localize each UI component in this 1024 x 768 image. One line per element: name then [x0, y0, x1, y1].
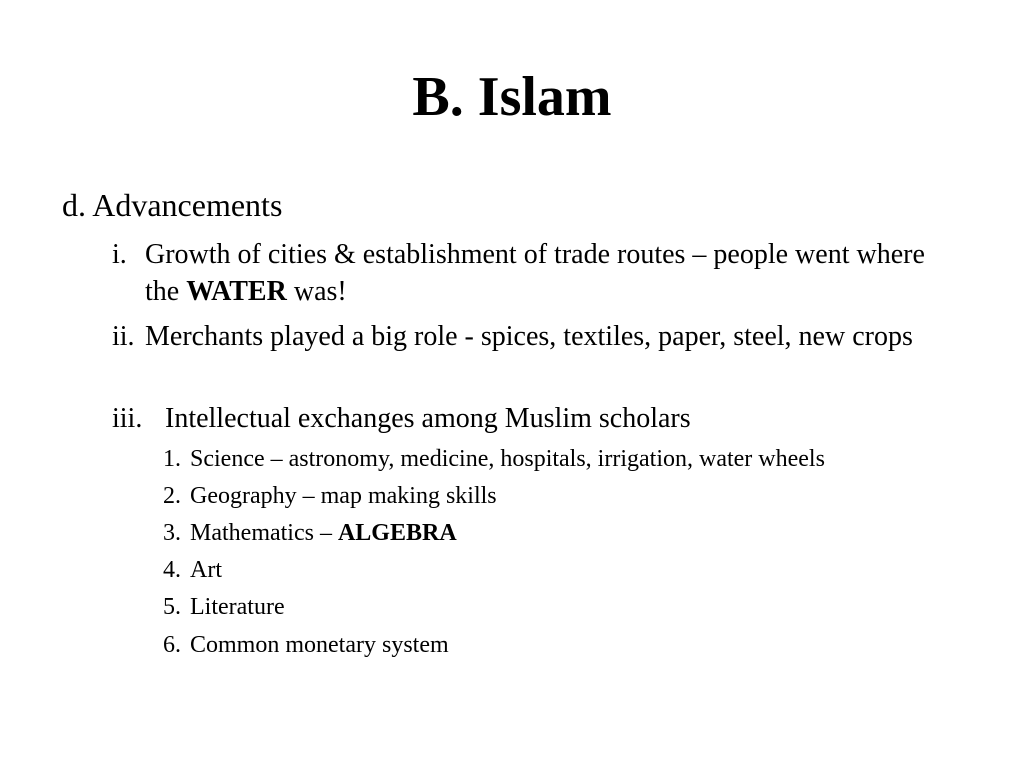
emphasis-algebra: ALGEBRA	[337, 520, 457, 546]
emphasis-water: WATER	[186, 276, 287, 307]
list-item-iii	[112, 400, 952, 437]
sub-list-marker: 1.	[163, 446, 181, 472]
list-item-text: Merchants played a big role - spices, textiles, paper, steel, new crops	[145, 321, 913, 352]
list-item-ii	[112, 318, 952, 355]
list-marker: ii.	[112, 321, 135, 352]
sub-list-marker: 2.	[163, 483, 181, 509]
sub-list-item-text	[190, 518, 457, 548]
sub-list-item-text-part: Mathematics –	[190, 520, 338, 546]
sub-list-marker: 4.	[163, 557, 181, 583]
list-item-i	[112, 236, 952, 310]
list-item-text: Intellectual exchanges among Muslim scholars	[165, 403, 691, 434]
list-item-text-part: Growth of cities & establishment of trade routes – people went where the	[145, 239, 925, 307]
section-heading: d. Advancements	[62, 187, 283, 223]
list-marker: i.	[112, 239, 127, 270]
sub-list-marker: 3.	[163, 520, 181, 546]
sub-list-item-text: Geography – map making skills	[190, 483, 497, 509]
list-item-text-part: was!	[286, 276, 347, 307]
sub-list-item-text: Common monetary system	[190, 632, 449, 658]
sub-list-item-text: Art	[190, 557, 222, 583]
list-marker: iii.	[112, 403, 143, 434]
sub-list-item-text: Literature	[190, 594, 285, 620]
list-item-text	[112, 236, 952, 310]
sub-list-marker: 6.	[163, 632, 181, 658]
sub-list-marker: 5.	[163, 594, 181, 620]
slide-title: B. Islam	[412, 66, 612, 128]
sub-list-item-text: Science – astronomy, medicine, hospitals, irrigation, water wheels	[190, 446, 825, 472]
